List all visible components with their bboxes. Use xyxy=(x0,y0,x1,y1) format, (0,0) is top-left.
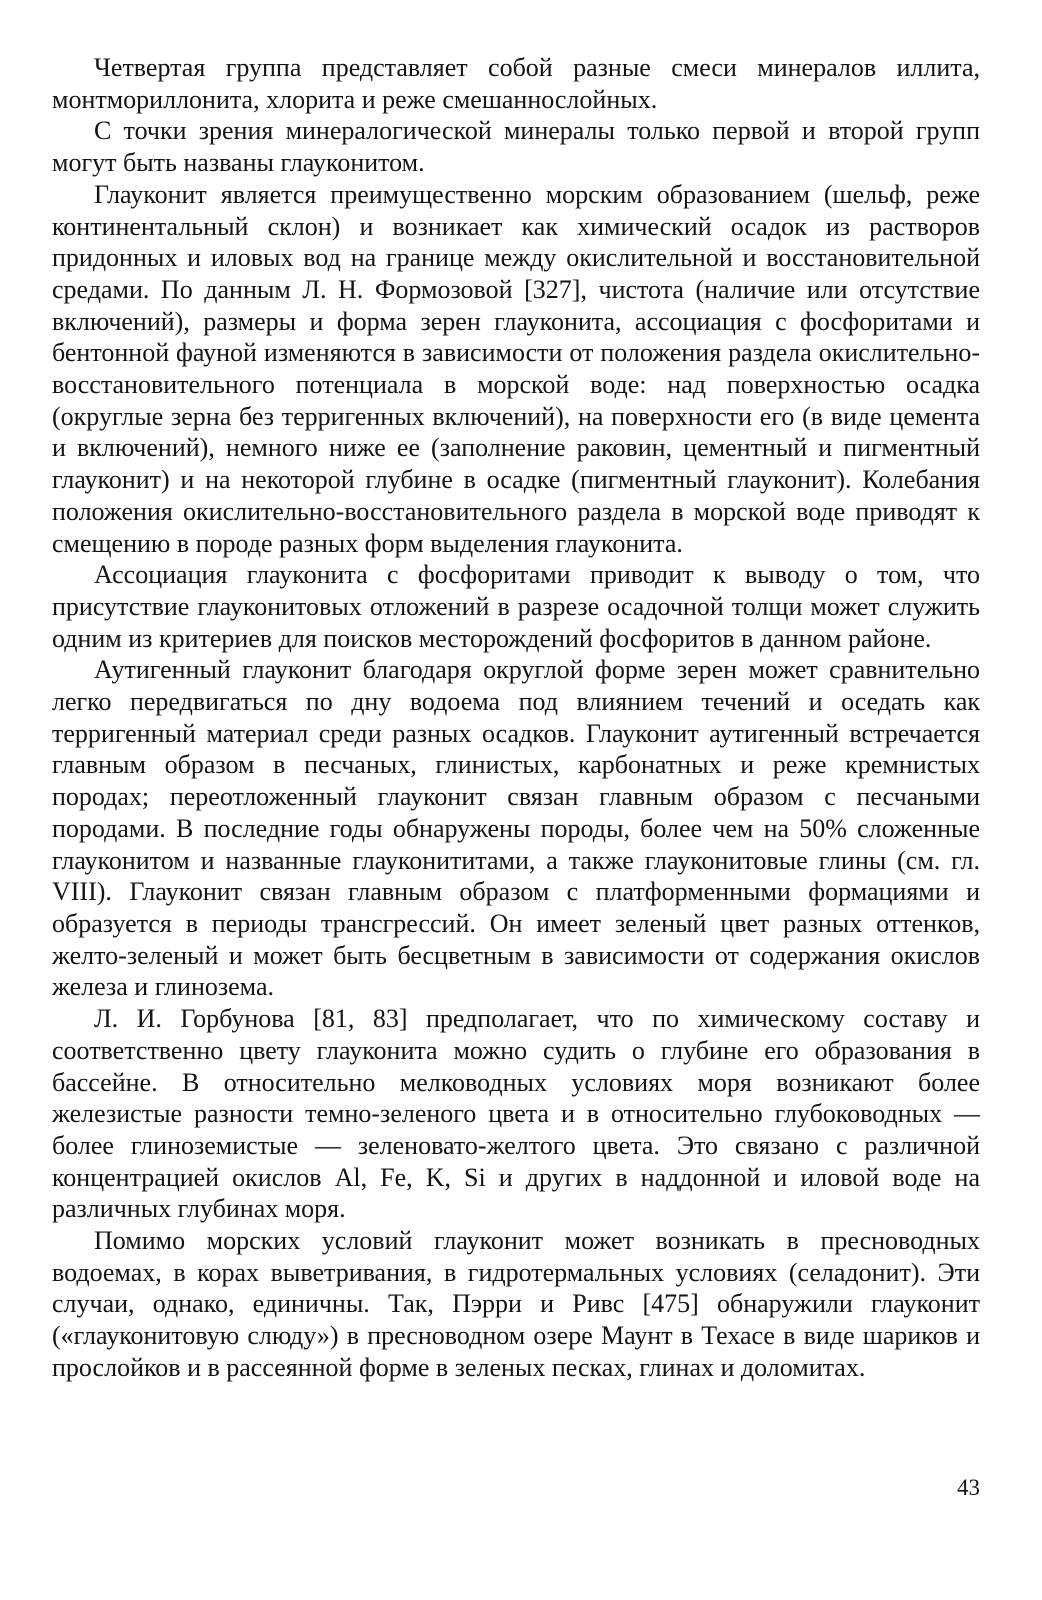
page-number: 43 xyxy=(957,1475,980,1500)
paragraph-1: Четвертая группа представляет собой разные смеси минералов иллита, монтмориллонита, хлорита и реже смешаннослойных. xyxy=(52,53,980,114)
paragraph-2: С точки зрения минералогической минералы только первой и второй групп могут быть названы глауконитом. xyxy=(52,116,980,178)
paragraph-3: Глауконит является преимущественно морским образованием (шельф, реже континентальный склон) и возникает как химический осадок из растворов придонных и иловых вод на границе между окислительной и восстановительной средами. По данным Л. Н. Формозовой [327], чистота (наличие или отсутствие включений), размеры и форма зерен глауконита, ассоциация с фосфоритами и бентонной фауной изменяются в зависимости от положения раздела окислительно-восстановительного потенциала в морской воде: над поверхностью осадка (округлые зерна без терригенных включений), на поверхности его (в виде цемента и включений), немного ниже ее (заполнение раковин, цементный и пигментный глауконит) и на некоторой глубине в осадке (пигментный глауконит). Колебания положения окислительно-восстановительного раздела в морской воде приводят к смещению в породе разных форм выделения глауконита. xyxy=(52,179,980,558)
text-body xyxy=(52,52,980,1552)
paragraph-4: Ассоциация глауконита с фосфоритами приводит к выводу о том, что присутствие глауконитовых отложений в разрезе осадочной толщи может служить одним из критериев для поисков месторождений фосфоритов в данном районе. xyxy=(52,560,980,653)
paragraph-7: Помимо морских условий глауконит может возникать в пресноводных водоемах, в корах выветривания, в гидротермальных условиях (селадонит). Эти случаи, однако, единичны. Так, Пэрри и Ривс [475] обнаружили глауконит («глауконитовую слюду») в пресноводном озере Маунт в Техасе в виде шариков и прослойков и в рассеянной форме в зеленых песках, глинах и доломитах. xyxy=(52,1226,980,1382)
paragraph-6: Л. И. Горбунова [81, 83] предполагает, что по химическому составу и соответственно цвету глауконита можно судить о глубине его образования в бассейне. В относительно мелководных условиях моря возникают более железистые разности темно-зеленого цвета и в относительно глубоководных — более глиноземистые — зеленовато-желтого цвета. Это связано с различной концентрацией окислов Al, Fe, K, Si и других в наддонной и иловой воде на различных глубинах моря. xyxy=(52,1004,980,1224)
paragraph-5: Аутигенный глауконит благодаря округлой форме зерен может сравнительно легко передвигаться по дну водоема под влиянием течений и оседать как терригенный материал среди разных осадков. Глауконит аутигенный встречается главным образом в песчаных, глинистых, карбонатных и реже кремнистых породах; переотложенный глауконит связан главным образом с песчаными породами. В последние годы обнаружены породы, более чем на 50% сложенные глауконитом и названные глауконититами, а также глауконитовые глины (см. гл. VIII). Глауконит связан главным образом с платформенными формациями и образуется в периоды трансгрессий. Он имеет зеленый цвет разных оттенков, желто-зеленый и может быть бесцветным в зависимости от содержания окислов железа и глинозема. xyxy=(52,655,980,1002)
